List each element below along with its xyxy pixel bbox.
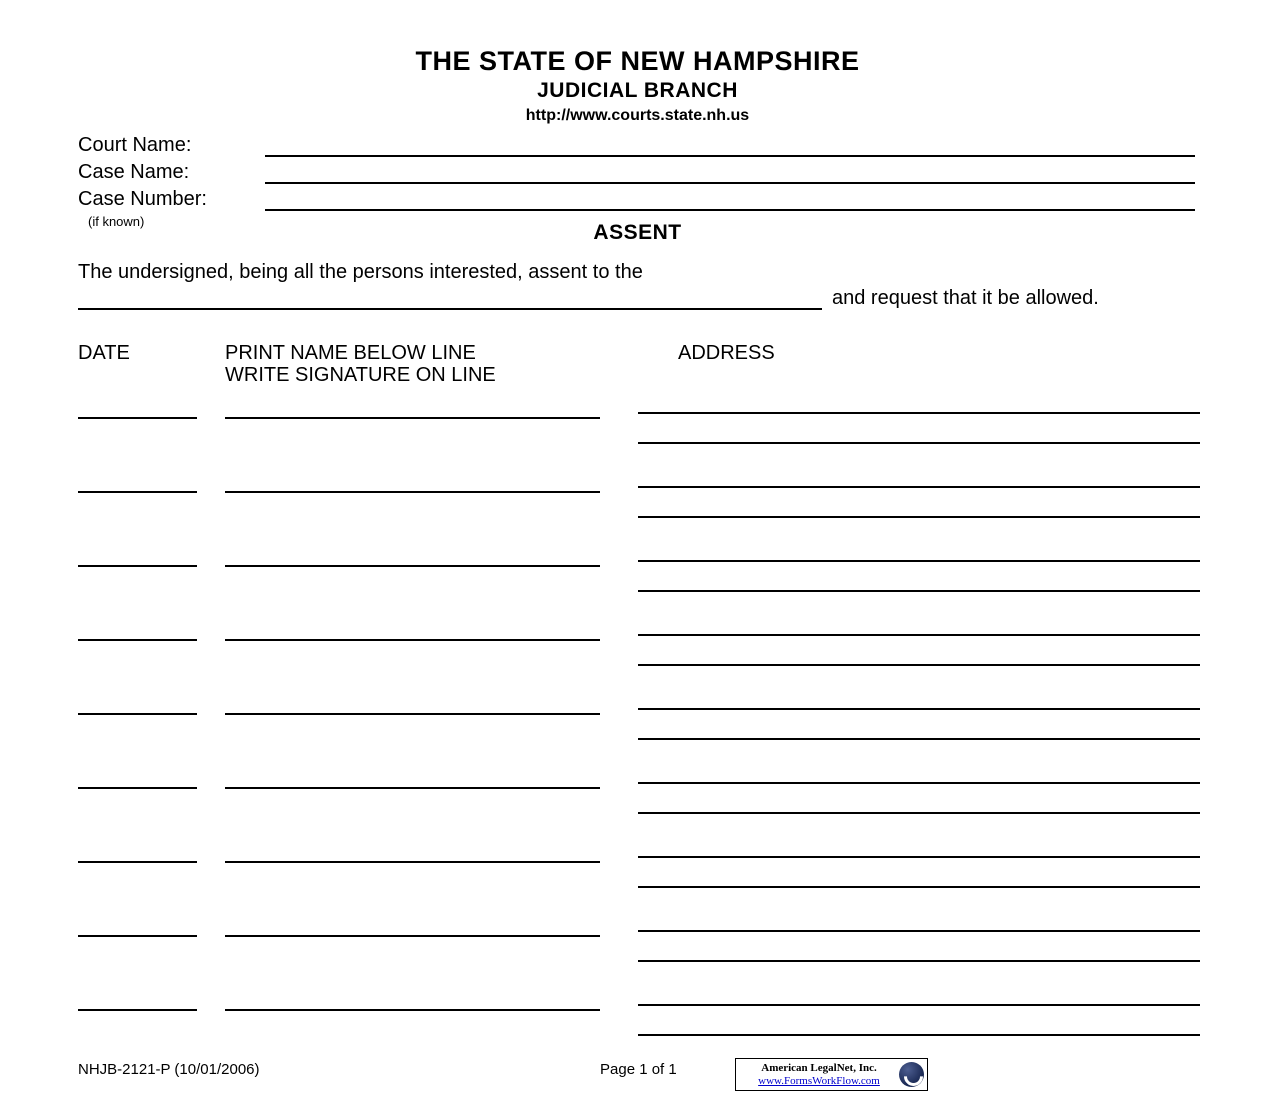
signature-row (78, 381, 1200, 455)
document-footer (0, 1055, 1275, 1100)
case-number-field-row (78, 184, 1195, 211)
intro-text: The undersigned, being all the persons interested, assent to the (78, 261, 643, 283)
court-name-label: Court Name: (78, 134, 192, 156)
vendor-website-link[interactable]: www.FormsWorkFlow.com (758, 1074, 880, 1087)
date-input-line[interactable] (78, 861, 197, 863)
name-header-line2: WRITE SIGNATURE ON LINE (225, 364, 496, 386)
signature-row (78, 825, 1200, 899)
address-input-line-2[interactable] (638, 812, 1200, 814)
address-input-line-2[interactable] (638, 442, 1200, 444)
legalnet-stamp (735, 1058, 928, 1091)
address-input-line-1[interactable] (638, 782, 1200, 784)
branch-subtitle: JUDICIAL BRANCH (537, 79, 738, 102)
date-input-line[interactable] (78, 1009, 197, 1011)
address-input-line-2[interactable] (638, 1034, 1200, 1036)
signature-input-line[interactable] (225, 713, 600, 715)
document-header (0, 46, 1275, 125)
date-input-line[interactable] (78, 935, 197, 937)
date-input-line[interactable] (78, 417, 197, 419)
signature-row (78, 529, 1200, 603)
vendor-text-block (742, 1062, 896, 1088)
signature-input-line[interactable] (225, 787, 600, 789)
signature-input-line[interactable] (225, 491, 600, 493)
signature-row (78, 899, 1200, 973)
court-name-field-row (78, 130, 1195, 157)
case-name-input-line[interactable] (265, 160, 1195, 184)
signature-row (78, 973, 1200, 1047)
signature-row (78, 455, 1200, 529)
signature-row (78, 603, 1200, 677)
address-input-line-2[interactable] (638, 886, 1200, 888)
signature-rows (78, 381, 1200, 1047)
date-input-line[interactable] (78, 713, 197, 715)
address-input-line-1[interactable] (638, 708, 1200, 710)
date-input-line[interactable] (78, 787, 197, 789)
signature-input-line[interactable] (225, 565, 600, 567)
signature-input-line[interactable] (225, 1009, 600, 1011)
case-name-field-row (78, 157, 1195, 184)
address-input-line-1[interactable] (638, 1004, 1200, 1006)
case-number-label: Case Number: (78, 188, 207, 210)
signature-input-line[interactable] (225, 861, 600, 863)
signature-row (78, 677, 1200, 751)
date-input-line[interactable] (78, 639, 197, 641)
signature-input-line[interactable] (225, 417, 600, 419)
address-input-line-2[interactable] (638, 738, 1200, 740)
signature-input-line[interactable] (225, 639, 600, 641)
address-input-line-2[interactable] (638, 590, 1200, 592)
signature-input-line[interactable] (225, 935, 600, 937)
name-header-line1: PRINT NAME BELOW LINE (225, 342, 476, 364)
address-input-line-1[interactable] (638, 412, 1200, 414)
assent-subject-row (78, 286, 1099, 310)
if-known-note: (if known) (88, 214, 145, 229)
form-id: NHJB-2121-P (10/01/2006) (78, 1061, 260, 1078)
address-input-line-2[interactable] (638, 960, 1200, 962)
vendor-name: American LegalNet, Inc. (761, 1061, 877, 1074)
address-input-line-1[interactable] (638, 634, 1200, 636)
case-info-section (78, 130, 1195, 229)
address-input-line-1[interactable] (638, 930, 1200, 932)
assent-subject-input-line[interactable] (78, 286, 822, 310)
address-input-line-1[interactable] (638, 486, 1200, 488)
legalnet-logo-icon (899, 1062, 924, 1087)
court-name-input-line[interactable] (265, 133, 1195, 157)
address-column-header: ADDRESS (678, 342, 775, 364)
court-website-url: http://www.courts.state.nh.us (525, 107, 750, 124)
signature-row (78, 751, 1200, 825)
form-title: ASSENT (593, 221, 682, 244)
date-column-header: DATE (78, 342, 130, 364)
address-input-line-2[interactable] (638, 664, 1200, 666)
date-input-line[interactable] (78, 491, 197, 493)
date-input-line[interactable] (78, 565, 197, 567)
state-title: THE STATE OF NEW HAMPSHIRE (415, 46, 860, 76)
page-number: Page 1 of 1 (600, 1061, 677, 1078)
after-blank-text: and request that it be allowed. (832, 287, 1099, 309)
address-input-line-1[interactable] (638, 560, 1200, 562)
name-column-header (225, 342, 496, 386)
case-name-label: Case Name: (78, 161, 190, 183)
address-input-line-1[interactable] (638, 856, 1200, 858)
case-number-input-line[interactable] (265, 187, 1195, 211)
address-input-line-2[interactable] (638, 516, 1200, 518)
